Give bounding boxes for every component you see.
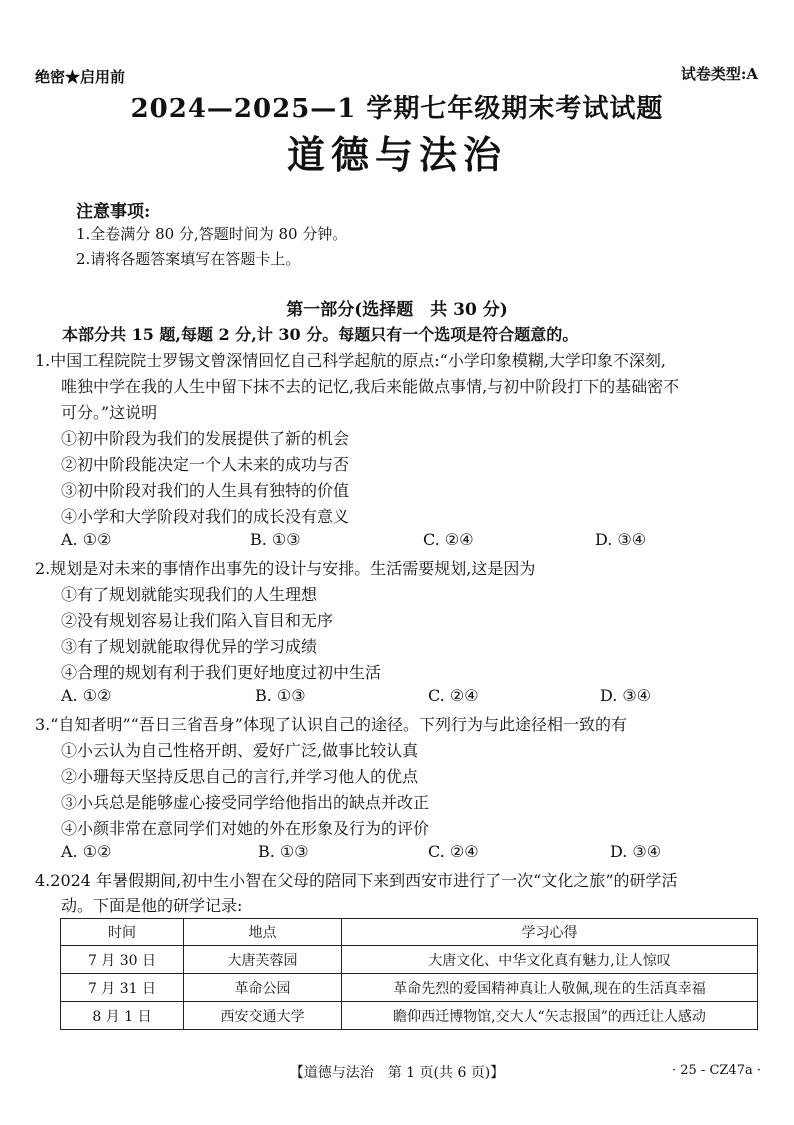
- question-3-statement: ②小珊每天坚持反思自己的言行,并学习他人的优点: [61, 767, 419, 786]
- paper-type: 试卷类型:A: [680, 65, 758, 83]
- question-3-statement: ③小兵总是能够虚心接受同学给他指出的缺点并改正: [61, 793, 430, 812]
- page-footer: 【道德与法治 第 1 页(共 6 页)】: [289, 1065, 505, 1081]
- question-2-option-a: A. ①②: [61, 686, 112, 705]
- subject-title: 道德与法治: [286, 132, 507, 177]
- question-1-statement: ②初中阶段能决定一个人未来的成功与否: [61, 455, 350, 474]
- section-title: 第一部分(选择题 共 30 分): [286, 300, 508, 320]
- study-record-table: [60, 918, 758, 1030]
- question-2-option-d: D. ③④: [600, 686, 652, 705]
- question-1-option-d: D. ③④: [595, 530, 647, 549]
- question-1-line: 可分。”这说明: [61, 403, 158, 422]
- table-header-row: [61, 919, 758, 946]
- question-2-line: 2.规划是对未来的事情作出事先的设计与安排。生活需要规划,这是因为: [35, 559, 536, 578]
- exam-title: 2024—2025—1 学期七年级期末考试试题: [130, 94, 664, 124]
- confidential-mark: 绝密★启用前: [35, 68, 126, 86]
- question-3-line: 3.“自知者明”“吾日三省吾身”体现了认识自己的途径。下列行为与此途径相一致的有: [35, 715, 627, 734]
- question-2-option-b: B. ①③: [255, 686, 306, 705]
- question-3-option-a: A. ①②: [61, 842, 112, 861]
- question-1-statement: ③初中阶段对我们的人生具有独特的价值: [61, 481, 350, 500]
- question-2-statement: ③有了规划就能取得优异的学习成绩: [61, 637, 318, 656]
- cell-reflection: 革命先烈的爱国精神真让人敬佩,现在的生活真幸福: [342, 974, 758, 1002]
- cell-place: 大唐芙蓉园: [184, 946, 342, 974]
- question-3-option-b: B. ①③: [258, 842, 309, 861]
- paper-code: · 25 - CZ47a ·: [671, 1063, 761, 1078]
- question-1-statement: ④小学和大学阶段对我们的成长没有意义: [61, 507, 350, 526]
- question-2-option-c: C. ②④: [428, 686, 479, 705]
- question-1-line: 1.中国工程院院士罗锡文曾深情回忆自己科学起航的原点:“小学印象模糊,大学印象不深刻,: [35, 351, 667, 370]
- question-4-line: 4.2024 年暑假期间,初中生小智在父母的陪同下来到西安市进行了一次“文化之旅”的研学活: [35, 871, 678, 890]
- cell-time: 7 月 30 日: [61, 946, 184, 974]
- question-1-option-b: B. ①③: [250, 530, 301, 549]
- note-item: 2.请将各题答案填写在答题卡上。: [76, 250, 301, 268]
- question-1-option-a: A. ①②: [61, 530, 112, 549]
- header-time: 时间: [61, 919, 184, 946]
- question-4-line: 动。下面是他的研学记录:: [61, 896, 243, 915]
- cell-time: 7 月 31 日: [61, 974, 184, 1002]
- cell-place: 革命公园: [184, 974, 342, 1002]
- note-item: 1.全卷满分 80 分,答题时间为 80 分钟。: [76, 225, 348, 243]
- question-2-statement: ①有了规划就能实现我们的人生理想: [61, 585, 318, 604]
- notes-heading: 注意事项:: [76, 202, 151, 222]
- question-3-statement: ④小颜非常在意同学们对她的外在形象及行为的评价: [61, 819, 430, 838]
- cell-time: 8 月 1 日: [61, 1002, 184, 1030]
- cell-reflection: 瞻仰西迁博物馆,交大人“矢志报国”的西迁让人感动: [342, 1002, 758, 1030]
- table-row: [61, 946, 758, 974]
- question-2-statement: ④合理的规划有利于我们更好地度过初中生活: [61, 663, 382, 682]
- question-1-line: 唯独中学在我的人生中留下抹不去的记忆,我后来能做点事情,与初中阶段打下的基础密不: [61, 377, 680, 396]
- question-2-statement: ②没有规划容易让我们陷入盲目和无序: [61, 611, 334, 630]
- question-1-option-c: C. ②④: [423, 530, 474, 549]
- header-reflection: 学习心得: [342, 919, 758, 946]
- table-row: [61, 974, 758, 1002]
- question-3-option-d: D. ③④: [610, 842, 662, 861]
- table-row: [61, 1002, 758, 1030]
- cell-place: 西安交通大学: [184, 1002, 342, 1030]
- question-3-statement: ①小云认为自己性格开朗、爱好广泛,做事比较认真: [61, 741, 419, 760]
- question-3-option-c: C. ②④: [428, 842, 479, 861]
- section-intro: 本部分共 15 题,每题 2 分,计 30 分。每题只有一个选项是符合题意的。: [62, 325, 579, 344]
- header-place: 地点: [184, 919, 342, 946]
- cell-reflection: 大唐文化、中华文化真有魅力,让人惊叹: [342, 946, 758, 974]
- question-1-statement: ①初中阶段为我们的发展提供了新的机会: [61, 429, 350, 448]
